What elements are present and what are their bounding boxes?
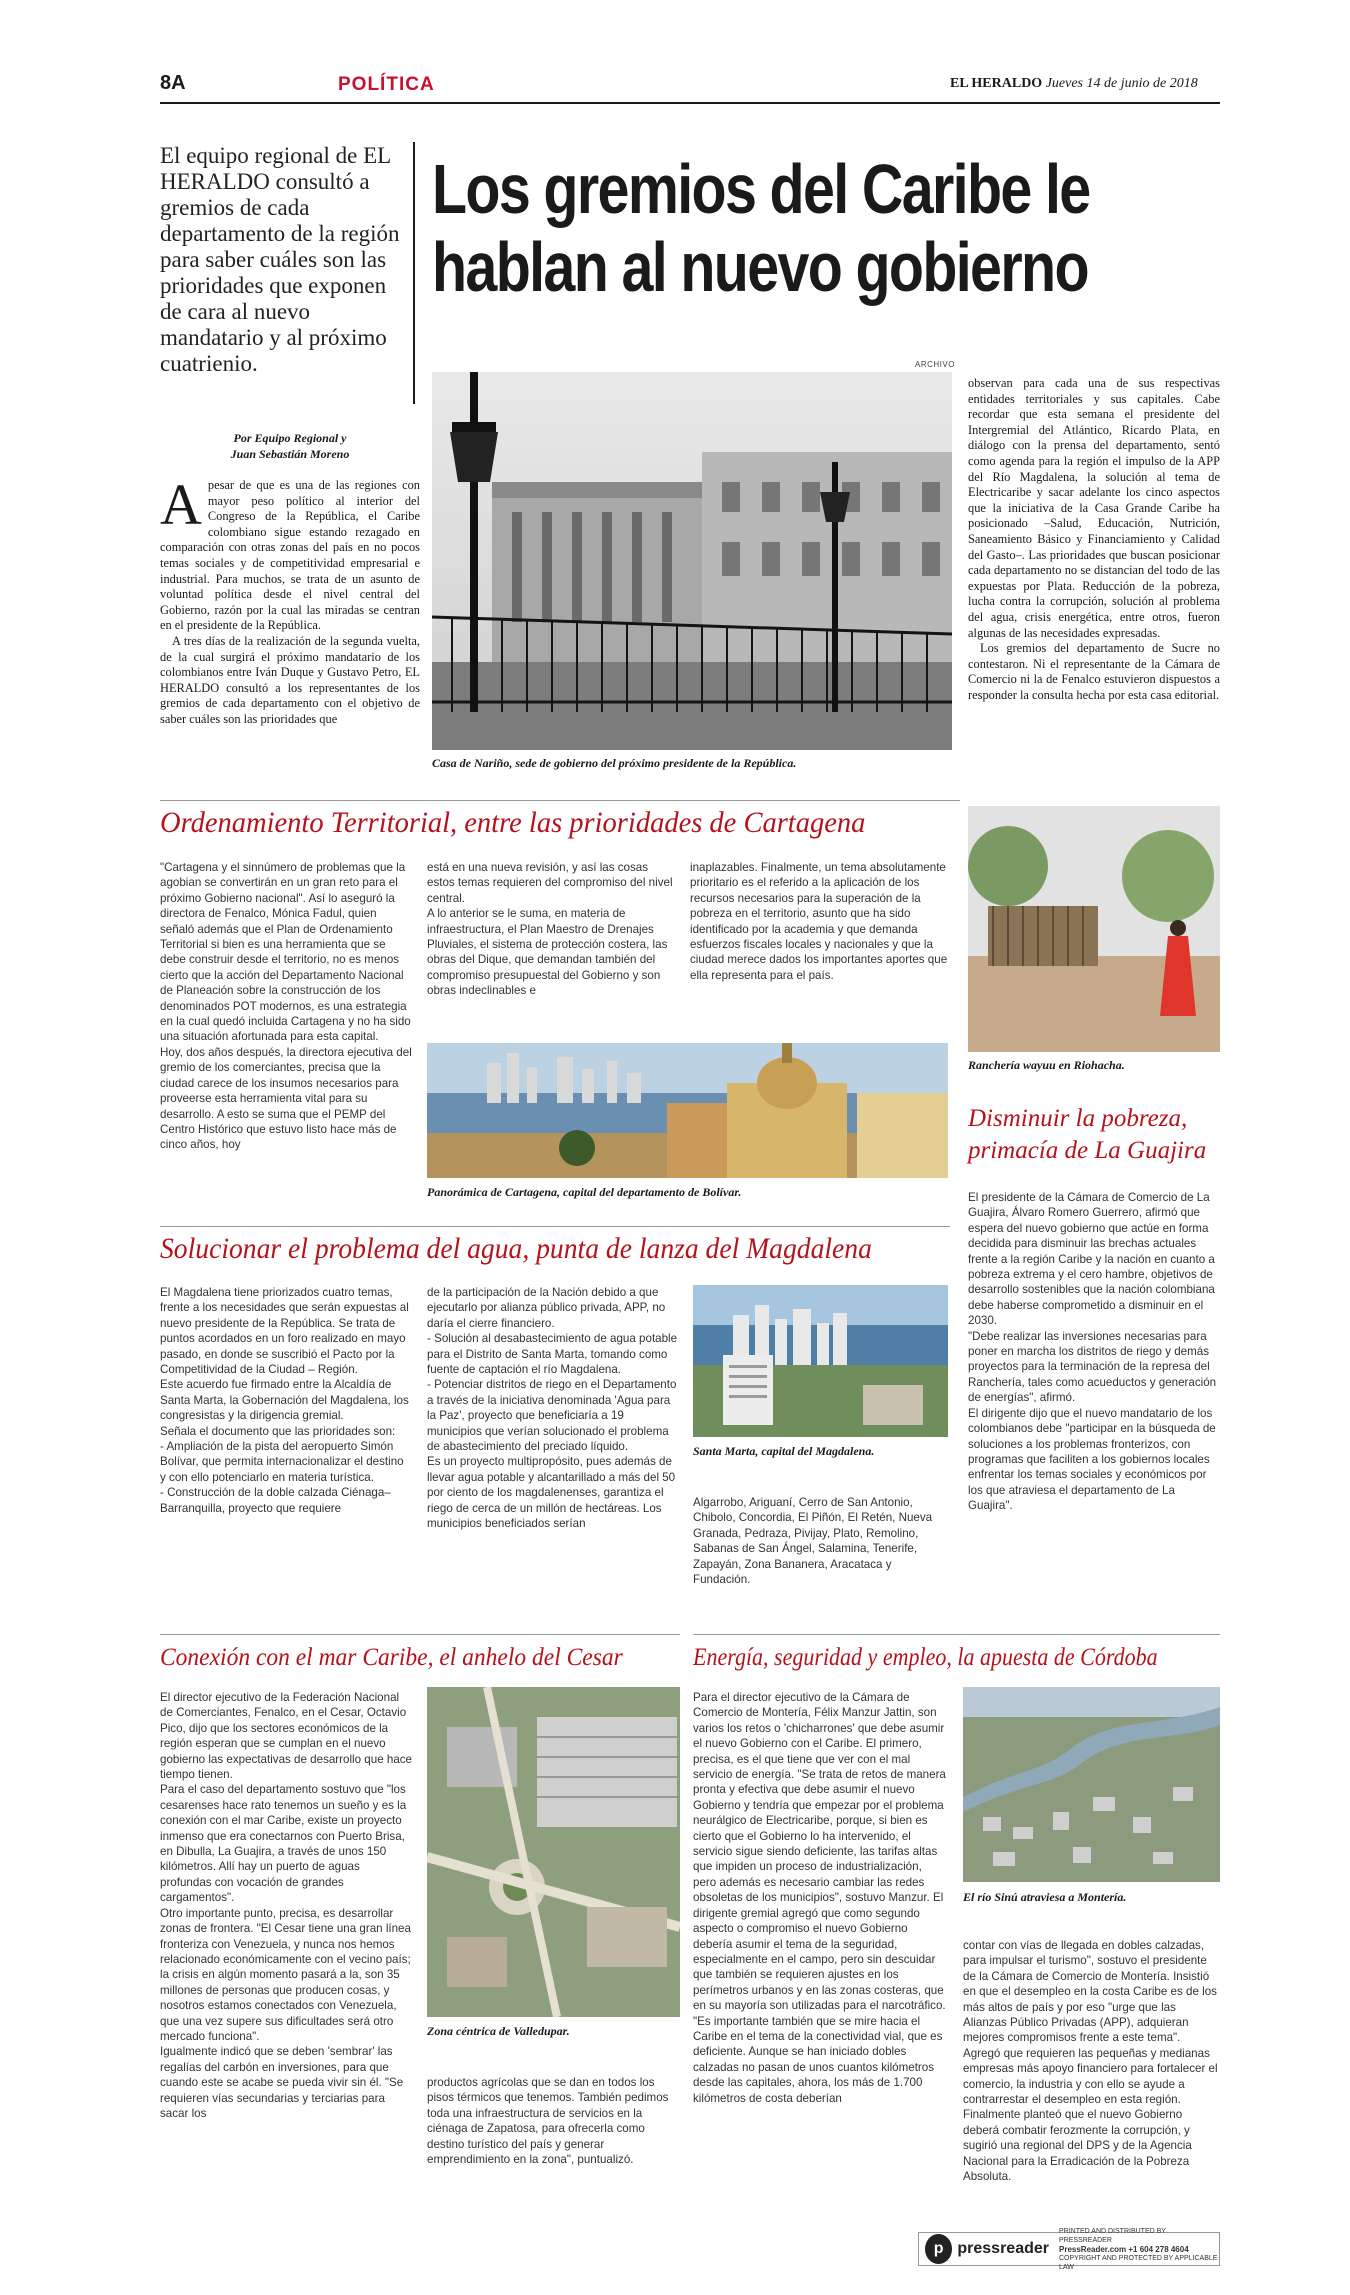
- guajira-p3: El dirigente dijo que el nuevo mandatario de los colombianos debe "participar en la búsqueda de soluciones a los problemas fronterizos, con programas que faciliten a los gobiernos locales enfrentar los temas sociales y económicos por los que atraviesa el departamento de La Guajira".: [968, 1406, 1216, 1513]
- cesar-col1-p3: Otro importante punto, precisa, es desarrollar zonas de frontera. "El Cesar tiene una gran línea fronteriza con Venezuela, y nunca nos hemos relacionado económicamente con el vecino país; la crisis en algún momento pasará a la, son 35 millones de personas que producen cosas, y nosotros estamos conectados con Venezuela, que una vez supere sus dificultades será otro mercado funciona".: [160, 1906, 411, 2043]
- magdalena-col1-p2: Este acuerdo fue firmado entre la Alcaldía de Santa Marta, la Gobernación del Magdalena, los congresistas y la dirigencia gremial.: [160, 1378, 409, 1423]
- cartagena-col2-p1: está en una nueva revisión, y así las cosas estos temas requieren del compromiso del nivel central.: [427, 861, 673, 905]
- photo-credit: ARCHIVO: [915, 360, 955, 369]
- monteria-caption: El río Sinú atraviesa a Montería.: [963, 1890, 1127, 1904]
- cesar-col-2: [427, 2075, 680, 2167]
- cesar-title: Conexión con el mar Caribe, el anhelo del Cesar: [160, 1644, 623, 1671]
- pressreader-banner[interactable]: [918, 2227, 1220, 2271]
- byline-line-2: Juan Sebastián Moreno: [230, 447, 350, 461]
- magdalena-rule: [160, 1226, 950, 1227]
- main-photo-caption: Casa de Nariño, sede de gobierno del próximo presidente de la República.: [432, 756, 797, 770]
- guajira-column: [968, 1190, 1220, 1514]
- cordoba-title: Energía, seguridad y empleo, la apuesta de Córdoba: [693, 1644, 1158, 1671]
- rancheria-photo-caption: Ranchería wayuu en Riohacha.: [968, 1058, 1125, 1072]
- guajira-title-line-1: Disminuir la pobreza,: [968, 1105, 1188, 1132]
- magdalena-col2-p3: - Potenciar distritos de riego en el Departamento a través de la iniciativa denominada 'Agua para la Paz', proyecto que beneficiaría a 19 municipios que verían solucionado el problema de abastecimiento del preciado líquido.: [427, 1378, 677, 1454]
- section-label[interactable]: POLÍTICA: [338, 74, 435, 95]
- intro-right-paragraph-1: observan para cada una de sus respectivas entidades territoriales y sus capitales. Cabe recordar que esta semana el presidente del Intergremial del Atlántico, Ricardo Plata, en diálogo con la prensa del departamento, sentó como agenda para la región el impulso de la APP del Río Magdalena, la solución al tema de Electricaribe y sacar adelante los cinco aspectos que la iniciativa de la Casa Grande Caribe ha posicionado –Salud, Educación, Nutrición, Saneamiento Básico y Financiamiento y Calidad del Gasto–. Las prioridades que buscan posicionar cada departamento no se distancian del todo de las expuestas por Plata. Reducción de la pobreza, lucha contra la corrupción, solución al problema del agua, crisis energética, entre otros, fueron algunas de las necesidades expresadas.: [968, 376, 1220, 640]
- magdalena-col-1: [160, 1285, 412, 1516]
- cartagena-col1-p2: Hoy, dos años después, la directora ejecutiva del gremio de los comerciantes, precisa que la ciudad carece de los insumos necesarios para proveerse esta herramienta vital para su desarrollo. A esto se suma que el PEMP del Centro Histórico que estuvo listo hace más de cinco años, hoy: [160, 1045, 412, 1152]
- cartagena-col2-p2: A lo anterior se le suma, en materia de infraestructura, el Plan Maestro de Drenajes Pluviales, el sistema de protección costera, las obras del Dique, que demandan también del compromiso presupuestal del Gobierno y son obras indeclinables e: [427, 907, 668, 998]
- masthead: [950, 76, 1198, 92]
- pressreader-line-1: PRINTED AND DISTRIBUTED BY PRESSREADER: [1059, 2227, 1166, 2244]
- cordoba-col-2: [963, 1938, 1220, 2185]
- cesar-rule: [160, 1634, 680, 1635]
- valledupar-caption: Zona céntrica de Valledupar.: [427, 2024, 570, 2038]
- monteria-photo: [963, 1687, 1220, 1882]
- magdalena-col2-p4: Es un proyecto multipropósito, pues además de llevar agua potable y alcantarillado a más del 50 por ciento de los magdalenenses, garantiza el riego de cerca de un millón de hectáreas. Los municipios beneficiados serían: [427, 1455, 676, 1531]
- cordoba-rule: [693, 1634, 1220, 1635]
- pressreader-line-2: PressReader.com +1 604 278 4604: [1059, 2244, 1189, 2254]
- intro-right-paragraph-2: Los gremios del departamento de Sucre no contestaron. Ni el representante de la Cámara de Comercio ni la de Fenalco estuvieron dispuestos a responder la consulta hecha por esta casa editorial.: [968, 641, 1220, 702]
- cesar-col1-p2: Para el caso del departamento sostuvo que "los cesarenses hace rato tenemos un sueño y es la conexión con el mar Caribe, existe un proyecto inmenso que era conectarnos con Puerto Brisa, en Dibulla, La Guajira, a través de unos 150 kilómetros. Allí hay un puerto de aguas profundas con vocación de grandes cargamentos".: [160, 1783, 407, 1905]
- magdalena-title: Solucionar el problema del agua, punta de lanza del Magdalena: [160, 1232, 872, 1265]
- cesar-col1-p1: El director ejecutivo de la Federación Nacional de Comerciantes, Fenalco, en el Cesar, Octavio Pico, dijo que los sectores económicos de la región esperan que se cumplan en el nuevo gobierno las expectativas de desarrollo que hace tiempo tienen.: [160, 1691, 413, 1782]
- magdalena-col1-p1: El Magdalena tiene priorizados cuatro temas, frente a los necesidades que serán expuestas al nuevo presidente de la República. Se trata de puntos acordados en un foro realizado en mayo pasado, en donde se suscribió el Pacto por la Competitividad de la Ciudad – Región.: [160, 1286, 409, 1377]
- magdalena-col-3: [693, 1495, 948, 1587]
- cartagena-col3-p1: inaplazables. Finalmente, un tema absolutamente prioritario es el referido a la aplicación de los recursos necesarios para la superación de la pobreza en el territorio, asunto que ha sido identificado por la academia y que demanda esfuerzos fiscales locales y nacionales y que la ciudad merece dados los importantes aportes que ella representa para el país.: [690, 861, 948, 982]
- rancheria-photo: [968, 806, 1220, 1052]
- pressreader-logo-icon: p: [925, 2234, 952, 2264]
- cartagena-col-1: [160, 860, 412, 1153]
- headline: [432, 150, 1090, 306]
- byline: [160, 430, 420, 462]
- cordoba-col1-p1: Para el director ejecutivo de la Cámara de Comercio de Montería, Félix Manzur Jattin, son varios los retos o 'chicharrones' que debe asumir el nuevo Gobierno con el Caribe. El primero, precisa, es el que tiene que ver con el mal servicio de energía. "Se trata de retos de manera pronta y efectiva que debe asumir el nuevo Gobierno y tendría que empezar por el problema neurálgico de Electricaribe, porque, si bien es cierto que el Gobierno lo ha intervenido, el servicio sigue siendo deficiente, las tarifas altas que impiden un proceso de industrialización, pero además es necesario cambiar las redes obsoletas de los municipios", sostuvo Manzur. El dirigente gremial agregó que como segundo aspecto o compromiso el nuevo Gobierno debería asumir el tema de la seguridad, especialmente en el campo, pero sin descuidar que también se requieren ajustes en los perímetros urbanos y en las zonas costeras, que en su mayoría son utilizadas para el narcotráfico. "Es importante también que se mire hacia el Caribe en el tema de la conectividad vial, que es deficiente. Aunque se han iniciado dobles calzadas no pasan de unos cuantos kilómetros desde las capitales, ahora, los más de 1.700 kilómetros de costa deberían: [693, 1691, 946, 2105]
- magdalena-col3-p1: Algarrobo, Ariguaní, Cerro de San Antonio, Chibolo, Concordia, El Piñón, El Retén, Nueva Granada, Pedraza, Pivijay, Plato, Remolino, Sabanas de San Ángel, Salamina, Tenerife, Zapayán, Zona Bananera, Aracataca y Fundación.: [693, 1496, 933, 1587]
- magdalena-col2-p2: - Solución al desabastecimiento de agua potable para el Distrito de Santa Marta, tomando como fuente de captación el río Magdalena.: [427, 1332, 678, 1377]
- headline-line-2: hablan al nuevo gobierno: [432, 228, 1088, 306]
- lead-paragraph: El equipo regional de EL HERALDO consultó a gremios de cada departamento de la región para saber cuáles son las prioridades que exponen de cara al nuevo mandatario y al próximo cuatrienio.: [160, 143, 400, 376]
- valledupar-photo: [427, 1687, 680, 2017]
- issue-date: Jueves 14 de junio de 2018: [1045, 76, 1198, 91]
- intro-right-column: [968, 376, 1220, 703]
- cartagena-title: Ordenamiento Territorial, entre las prioridades de Cartagena: [160, 806, 866, 839]
- guajira-title-line-2: primacía de La Guajira: [968, 1137, 1207, 1164]
- headline-line-1: Los gremios del Caribe le: [432, 150, 1090, 228]
- lead-divider: [413, 142, 415, 404]
- cartagena-photo-caption: Panorámica de Cartagena, capital del departamento de Bolívar.: [427, 1185, 742, 1199]
- magdalena-col1-p5: - Construcción de la doble calzada Ciénaga–Barranquilla, proyecto que requiere: [160, 1486, 391, 1515]
- header-rule: [160, 102, 1220, 104]
- cartagena-col-3: [690, 860, 948, 983]
- cesar-col-1: [160, 1690, 412, 2121]
- intro-column: [160, 472, 420, 728]
- magdalena-col1-p3: Señala el documento que las prioridades son:: [160, 1424, 396, 1438]
- cartagena-col1-p1: "Cartagena y el sinnúmero de problemas que la agobian se convertirán en un gran reto para el próximo Gobierno nacional". Así lo aseguró la directora de Fenalco, Mónica Fadul, quien señaló además que el Plan de Ordenamiento Territorial si bien es una herramienta que se debe construir desde el territorio, no es menos cierto que la acción del Departamento Nacional de Planeación sobre la construcción de los denominados POT modernos, es una estrategia en la cual quedó incluida Cartagena y no ha sido una situación afortunada para esta capital.: [160, 861, 411, 1044]
- cartagena-photo: [427, 1043, 948, 1178]
- guajira-title: [968, 1103, 1220, 1167]
- magdalena-col-2: [427, 1285, 679, 1532]
- santa-marta-photo: [693, 1285, 948, 1437]
- cartagena-col-2: [427, 860, 675, 999]
- cesar-col2-p1: productos agrícolas que se dan en todos los pisos térmicos que tenemos. También pedimos toda una infraestructura de servicios en la ciénaga de Zapatosa, para ofrecerla como destino turístico del país y generar emprendimiento en la zona", puntualizó.: [427, 2076, 669, 2167]
- cartagena-rule: [160, 800, 960, 801]
- drop-cap: A: [160, 472, 202, 537]
- guajira-p1: El presidente de la Cámara de Comercio de La Guajira, Álvaro Romero Guerrero, afirmó que espera del nuevo gobierno que actúe en forma decidida para disminuir las brechas actuales frente a la región Caribe y la nación en cuanto a pobreza extrema y el cero hambre, objetivos de desarrollo sostenibles que la nación colombiana debe haberse comprometido a disminuir en el 2030.: [968, 1191, 1215, 1328]
- magdalena-col1-p4: - Ampliación de la pista del aeropuerto Simón Bolívar, que permita internacionalizar el destino y con ello potenciarlo en materia turística.: [160, 1440, 404, 1484]
- pressreader-brand: pressreader: [957, 2240, 1049, 2257]
- guajira-p2: "Debe realizar las inversiones necesarias para poner en marcha los distritos de riego y demás proyectos para la terminación de la represa del Ranchería, tales como acueductos y generación de energías", afirmó.: [968, 1329, 1217, 1405]
- byline-line-1: Por Equipo Regional y: [233, 431, 347, 445]
- santa-marta-caption: Santa Marta, capital del Magdalena.: [693, 1444, 875, 1458]
- intro-paragraph-2: A tres días de la realización de la segunda vuelta, de la cual surgirá el próximo mandatario de los colombianos entre Iván Duque y Gustavo Petro, EL HERALDO consultó a los representantes de los gremios de cada departamento con el objetivo de saber cuáles son las prioridades que: [160, 633, 420, 726]
- pressreader-line-3: COPYRIGHT AND PROTECTED BY APPLICABLE LAW: [1059, 2254, 1218, 2271]
- cordoba-col2-p1: contar con vías de llegada en dobles calzadas, para impulsar el turismo", sostuvo el presidente de la Cámara de Comercio de Montería. Insistió en que el desempleo en la costa Caribe es de los más altos de país y por eso "urge que las Alianzas Público Privadas (APP), adquieran mejores compromisos frente a este tema". Agregó que requieren las pequeñas y medianas empresas más apoyo financiero para fortalecer el comercio, la industria y con ello se ayude a contrarrestar el desempleo en esta región. Finalmente planteó que el nuevo Gobierno deberá combatir ferozmente la corrupción, y sugirió una regional del DPS y de la Agencia Nacional para la Erradicación de la Pobreza Absoluta.: [963, 1939, 1218, 2184]
- paper-name: EL HERALDO: [950, 76, 1043, 91]
- cesar-col1-p4: Igualmente indicó que se deben 'sembrar' las regalías del carbón en inversiones, para que cuando este se acabe se pueda vivir sin él. "Se requieren vías secundarias y terciarias para sacar los: [160, 2045, 404, 2120]
- pressreader-legal: [1059, 2227, 1219, 2272]
- intro-paragraph-1: pesar de que es una de las regiones con mayor peso político al interior del Congreso de la República, el Caribe colombiano sigue estando rezagado en comparación con otras zonas del país en no pocos temas sociales y de competitividad empresarial e industrial. Para muchos, se trata de un asunto de voluntad política desde el nivel central del Gobierno, razón por la cual las miradas se centran en el presidente de la República.: [160, 478, 420, 633]
- cordoba-col-1: [693, 1690, 948, 2106]
- casa-narino-photo: [432, 372, 952, 750]
- magdalena-col2-p1: de la participación de la Nación debido a que ejecutarlo por alianza público privada, APP, no daría el cierre financiero.: [427, 1286, 666, 1330]
- page-number: 8A: [160, 72, 186, 94]
